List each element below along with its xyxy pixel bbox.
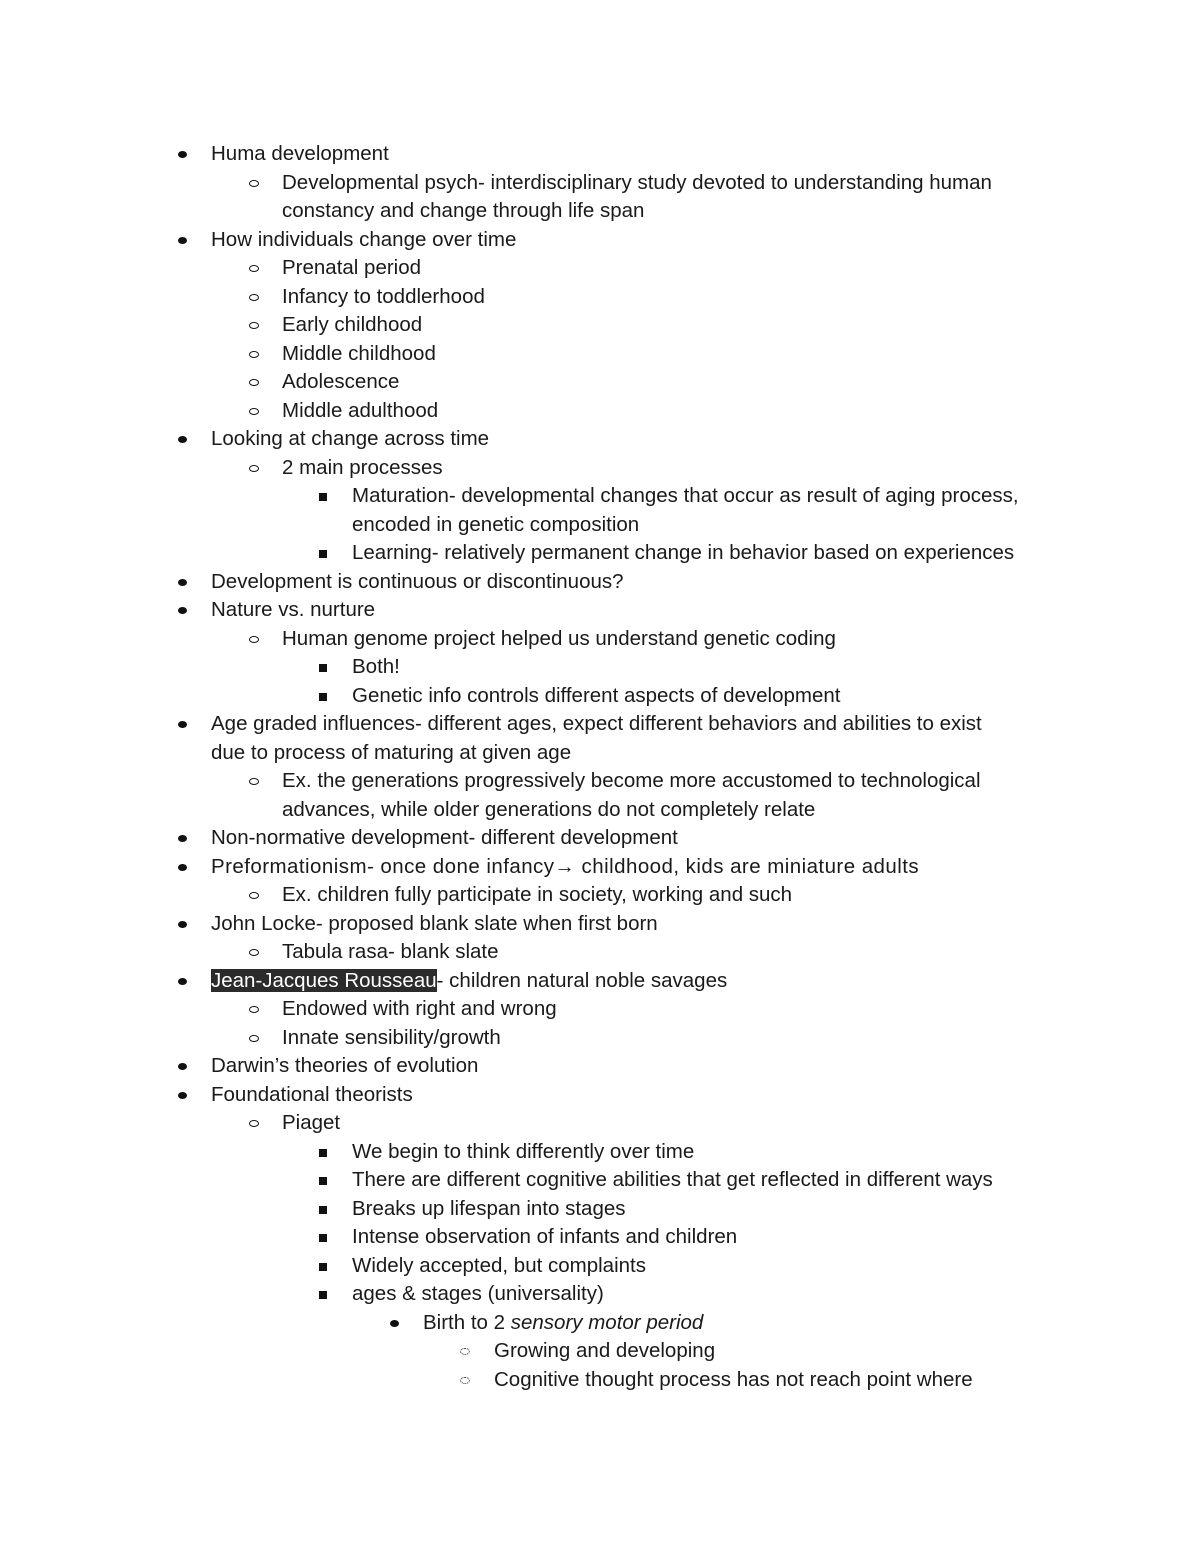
list-item-text xyxy=(282,397,438,425)
list-item-line: Infancy to toddlerhood xyxy=(282,284,485,308)
bullet-square-icon xyxy=(319,1149,327,1157)
bullet-square-icon xyxy=(319,664,327,672)
list-item-text xyxy=(352,1138,694,1166)
bullet-circle-icon xyxy=(249,379,259,386)
bullet-square-icon xyxy=(319,1263,327,1271)
list-item-text xyxy=(282,254,421,282)
list-item-line: Huma development xyxy=(211,142,389,165)
list-item-line: Ex. the generations progressively become more accustomed to technological xyxy=(282,769,981,792)
list-item-text xyxy=(211,739,571,767)
bullet-square-icon xyxy=(319,1291,327,1299)
bullet-square-icon xyxy=(319,493,327,501)
list-item-text xyxy=(282,767,981,795)
bullet-square-icon xyxy=(319,1234,327,1242)
list-item-text xyxy=(282,995,557,1023)
list-item-line: Early childhood xyxy=(282,313,423,336)
bullet-disc-icon xyxy=(178,721,187,728)
list-item-text xyxy=(211,824,678,852)
list-item-text xyxy=(211,1081,413,1109)
bullet-circle-icon xyxy=(249,636,259,643)
list-item-text xyxy=(352,1195,626,1223)
list-item-line: Middle childhood xyxy=(282,341,436,365)
list-item-line: Human genome project helped us understand genetic coding xyxy=(282,626,836,650)
list-item-text xyxy=(211,710,982,738)
bullet-disc-icon xyxy=(178,1063,187,1070)
list-item-line: advances, while older generations do not completely relate xyxy=(282,797,816,821)
list-item-text xyxy=(211,596,375,624)
bullet-circle-icon xyxy=(249,180,259,187)
list-item-line: Learning- relatively permanent change in behavior based on experiences xyxy=(352,541,1015,564)
bullet-circle-icon xyxy=(249,1006,259,1013)
list-item-line: Preformationism- once done infancy→ childhood, kids are miniature adults xyxy=(211,854,920,878)
list-item-line: Prenatal period xyxy=(282,256,422,279)
list-item-line: due to process of maturing at given age xyxy=(211,740,572,764)
list-item-text xyxy=(282,454,443,482)
list-item-text xyxy=(352,653,400,681)
list-item-text xyxy=(282,1109,340,1137)
italic-text: sensory motor period xyxy=(510,1310,704,1334)
bullet-square-icon xyxy=(319,1206,327,1214)
bullet-square-icon xyxy=(319,693,327,701)
list-item-text xyxy=(352,1223,737,1251)
list-item-text xyxy=(494,1337,715,1365)
list-item-text xyxy=(211,226,516,254)
bullet-circle-icon xyxy=(249,408,259,415)
list-item-text xyxy=(494,1366,973,1394)
list-item-text xyxy=(211,853,919,881)
list-item-line: Widely accepted, but complaints xyxy=(352,1253,646,1277)
list-item-line: Ex. children fully participate in society, working and such xyxy=(282,883,793,906)
list-item-text xyxy=(282,881,792,909)
list-item-line: encoded in genetic composition xyxy=(352,512,640,536)
list-item-line: Piaget xyxy=(282,1111,341,1134)
list-item-line: ages & stages (universality) xyxy=(352,1282,604,1305)
list-item-line: Non-normative development- different development xyxy=(211,826,678,849)
list-item-text xyxy=(282,340,436,368)
list-item-text xyxy=(282,311,422,339)
list-item-line: Foundational theorists xyxy=(211,1082,413,1106)
list-item-line: Maturation- developmental changes that occur as result of aging process, xyxy=(352,484,1019,507)
bullet-disc-icon xyxy=(178,579,187,586)
bullet-disc-icon xyxy=(178,921,187,928)
list-item-line: John Locke- proposed blank slate when first born xyxy=(211,911,658,935)
list-item-text xyxy=(352,482,1019,510)
list-item-line: Growing and developing xyxy=(494,1339,716,1362)
list-item-text xyxy=(352,1252,646,1280)
bullet-circle-icon xyxy=(249,351,259,358)
list-item-line: Endowed with right and wrong xyxy=(282,997,557,1020)
list-item-text xyxy=(282,368,399,396)
list-item-line: There are different cognitive abilities that get reflected in different ways xyxy=(352,1168,993,1191)
highlighted-text: Jean-Jacques Rousseau xyxy=(211,968,437,992)
list-item-text xyxy=(282,169,992,197)
list-item-line: Breaks up lifespan into stages xyxy=(352,1196,626,1220)
list-item-line: Development is continuous or discontinuous? xyxy=(211,569,624,593)
list-item-text xyxy=(352,539,1014,567)
bullet-dotted-circle-icon xyxy=(460,1348,470,1355)
bullet-disc-icon xyxy=(178,607,187,614)
list-item-text xyxy=(211,568,624,596)
bullet-square-icon xyxy=(319,550,327,558)
bullet-circle-icon xyxy=(249,294,259,301)
list-item-text xyxy=(211,1052,478,1080)
bullet-circle-icon xyxy=(249,1120,259,1127)
list-item-line: Adolescence xyxy=(282,370,400,393)
bullet-circle-icon xyxy=(249,778,259,785)
list-item-line: Both! xyxy=(352,655,400,678)
list-item-line: Darwin’s theories of evolution xyxy=(211,1054,479,1077)
bullet-circle-icon xyxy=(249,1035,259,1042)
list-item-line: Tabula rasa- blank slate xyxy=(282,940,499,963)
bullet-disc-icon xyxy=(390,1320,399,1327)
list-item-text xyxy=(282,625,836,653)
list-item-text xyxy=(282,283,485,311)
list-item-line: Birth to 2 xyxy=(423,1310,511,1334)
list-item-line: 2 main processes xyxy=(282,455,443,479)
list-item-text xyxy=(282,197,644,225)
bullet-circle-icon xyxy=(249,892,259,899)
list-item-text xyxy=(352,682,841,710)
list-item-line: Age graded influences- different ages, expect different behaviors and abilities to exist xyxy=(211,712,982,735)
list-item-text xyxy=(211,425,489,453)
bullet-disc-icon xyxy=(178,237,187,244)
bullet-circle-icon xyxy=(249,265,259,272)
bullet-disc-icon xyxy=(178,1092,187,1099)
bullet-circle-icon xyxy=(249,949,259,956)
list-item-text xyxy=(352,1280,604,1308)
bullet-square-icon xyxy=(319,1177,327,1185)
list-item-text xyxy=(352,1166,993,1194)
list-item-line: constancy and change through life span xyxy=(282,199,645,222)
bullet-disc-icon xyxy=(178,978,187,985)
list-item-text xyxy=(423,1309,703,1337)
list-item-text xyxy=(211,140,389,168)
list-item-line: How individuals change over time xyxy=(211,227,517,251)
list-item-line: Middle adulthood xyxy=(282,398,439,422)
list-item-line: Developmental psych- interdisciplinary study devoted to understanding human xyxy=(282,170,992,194)
list-item-text xyxy=(211,967,727,995)
bullet-dotted-circle-icon xyxy=(460,1377,470,1384)
list-item-text xyxy=(211,910,658,938)
list-item-line: Nature vs. nurture xyxy=(211,598,376,621)
list-item-line: We begin to think differently over time xyxy=(352,1139,695,1163)
list-item-line: Genetic info controls different aspects of development xyxy=(352,683,841,707)
bullet-disc-icon xyxy=(178,864,187,871)
list-item-line: Looking at change across time xyxy=(211,427,490,450)
bullet-disc-icon xyxy=(178,835,187,842)
bullet-disc-icon xyxy=(178,436,187,443)
list-item-line: Cognitive thought process has not reach point where xyxy=(494,1367,973,1391)
list-item-line: Innate sensibility/growth xyxy=(282,1025,501,1049)
list-item-text xyxy=(282,938,499,966)
list-item-text xyxy=(282,796,815,824)
list-item-line: - children natural noble savages xyxy=(436,968,728,992)
list-item-text xyxy=(282,1024,501,1052)
bullet-circle-icon xyxy=(249,322,259,329)
bullet-disc-icon xyxy=(178,151,187,158)
bullet-circle-icon xyxy=(249,465,259,472)
list-item-text xyxy=(352,511,639,539)
list-item-line: Intense observation of infants and children xyxy=(352,1225,738,1248)
